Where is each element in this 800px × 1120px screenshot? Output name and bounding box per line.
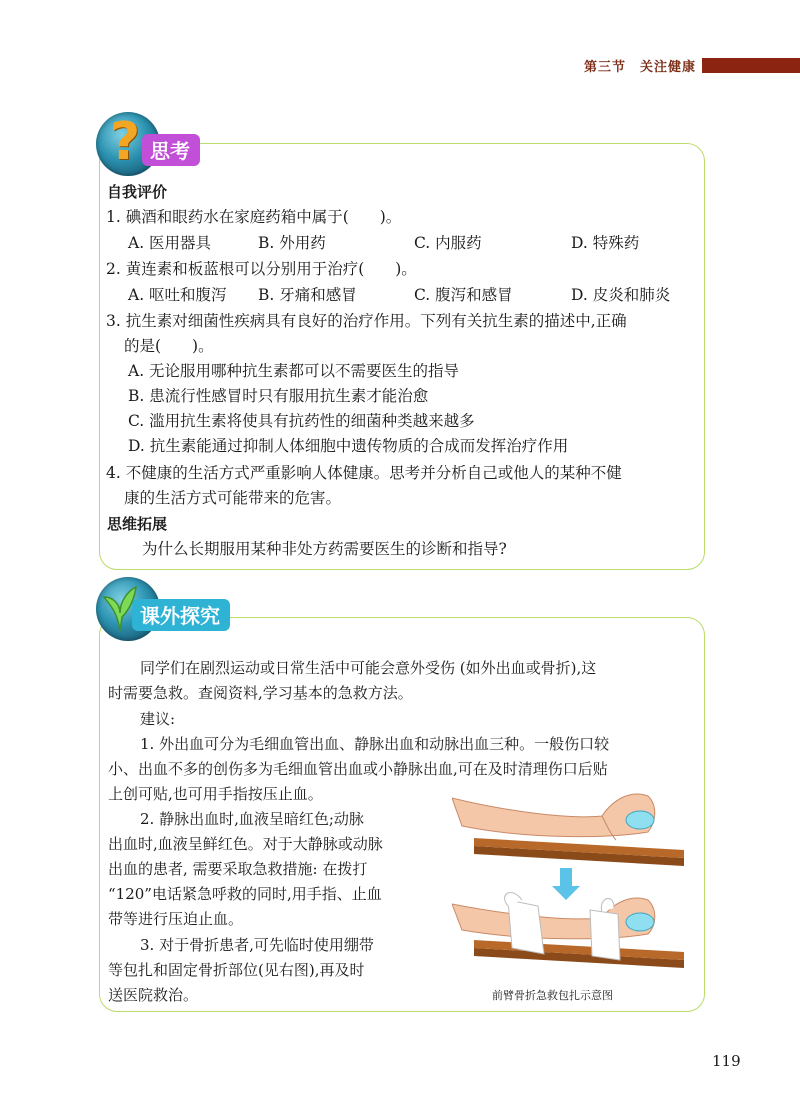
q3-option-c: C. 滥用抗生素将使具有抗药性的细菌种类越来越多 [128,412,475,430]
explore-p1-1: 1. 外出血可分为毛细血管出血、静脉出血和动脉出血三种。一般伤口较 [140,735,610,753]
header-bar [702,58,800,73]
question-4: 4. 不健康的生活方式严重影响人体健康。思考并分析自己或他人的某种不健 [106,464,622,482]
question-1: 1. 碘酒和眼药水在家庭药箱中属于( )。 [106,208,402,226]
explore-intro-2: 时需要急救。查阅资料,学习基本的急救方法。 [108,684,413,702]
question-4-cont: 康的生活方式可能带来的危害。 [124,489,342,507]
explore-title: 课外探究 [132,599,230,631]
question-3-cont: 的是( )。 [124,337,214,355]
explore-p3-1: 3. 对于骨折患者,可先临时使用绷带 [140,936,374,954]
question-2: 2. 黄连素和板蓝根可以分别用于治疗( )。 [106,260,417,278]
self-eval-heading: 自我评价 [107,183,168,201]
explore-p3-3: 送医院救治。 [108,986,199,1004]
expand-text: 为什么长期服用某种非处方药需要医生的诊断和指导? [142,540,507,558]
explore-p2-2: 出血时,血液呈鲜红色。对于大静脉或动脉 [108,835,383,853]
explore-p2-5: 带等进行压迫止血。 [108,910,244,928]
q2-option-a: A. 呕吐和腹泻 [128,286,227,304]
arm-on-board [452,794,684,866]
think-title: 思考 [142,134,200,166]
explore-p1-3: 上创可贴,也可用手指按压止血。 [108,785,323,803]
q3-option-b: B. 患流行性感冒时只有服用抗生素才能治愈 [128,387,429,405]
q3-option-a: A. 无论服用哪种抗生素都可以不需要医生的指导 [128,362,460,380]
q2-option-c: C. 腹泻和感冒 [414,286,513,304]
q3-option-d: D. 抗生素能通过抑制人体细胞中遗传物质的合成而发挥治疗作用 [128,437,569,455]
q2-option-b: B. 牙痛和感冒 [258,286,357,304]
explore-intro-1: 同学们在剧烈运动或日常生活中可能会意外受伤 (如外出血或骨折),这 [140,659,597,677]
explore-p3-2: 等包扎和固定骨折部位(见右图),再及时 [108,961,365,979]
q1-option-c: C. 内服药 [414,234,482,252]
expand-heading: 思维拓展 [107,515,168,533]
figure-caption: 前臂骨折急救包扎示意图 [492,989,613,1002]
question-mark-icon: ? [110,112,141,172]
q2-option-d: D. 皮炎和肺炎 [571,286,671,304]
question-3: 3. 抗生素对细菌性疾病具有良好的治疗作用。下列有关抗生素的描述中,正确 [106,312,627,330]
explore-p2-4: “120”电话紧急呼救的同时,用手指、止血 [108,885,382,903]
bandaged-arm [452,893,684,968]
down-arrow-icon [552,868,580,900]
q1-option-d: D. 特殊药 [571,234,640,252]
q1-option-b: B. 外用药 [258,234,326,252]
explore-p2-3: 出血的患者, 需要采取急救措施: 在拨打 [108,860,368,878]
forearm-splint-illustration [452,788,684,978]
page-number: 119 [712,1052,741,1070]
q1-option-a: A. 医用器具 [128,234,212,252]
explore-p2-1: 2. 静脉出血时,血液呈暗红色;动脉 [140,810,364,828]
section-header: 第三节 关注健康 [583,60,696,75]
explore-p1-2: 小、出血不多的创伤多为毛细血管出血或小静脉出血,可在及时清理伤口后贴 [108,760,608,778]
explore-suggest: 建议: [140,710,176,728]
